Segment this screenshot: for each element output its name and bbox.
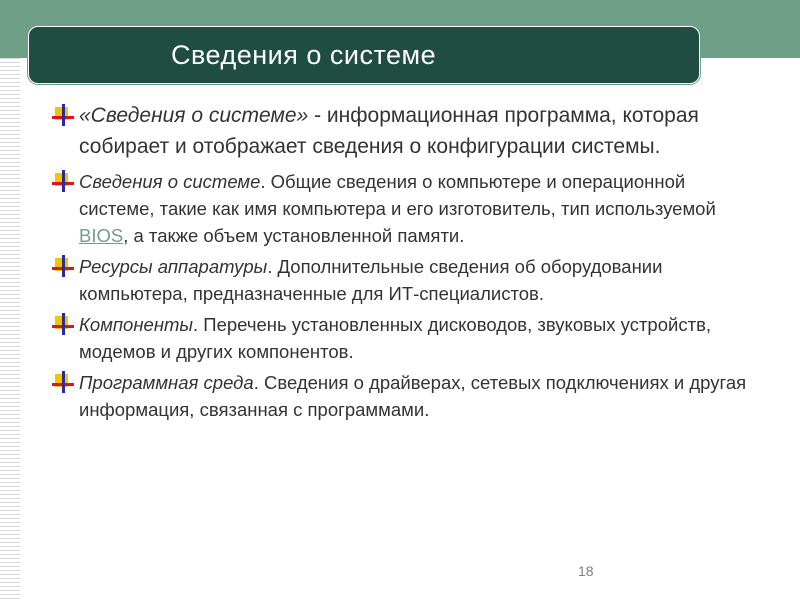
bullet-term: «Сведения о системе»: [79, 104, 309, 127]
bullet-text: . Общие сведения о компьютере и операционной системе, такие как имя компьютера и его изготовитель, тип используемой: [79, 171, 716, 219]
cross-bullet-icon: [52, 104, 74, 126]
bullet-item-5: [52, 369, 752, 423]
bullet-text: . Сведения о драйверах, сетевых подключениях и другая информация, связанная с программами.: [79, 372, 747, 420]
cross-bullet-icon: [52, 371, 74, 393]
bullet-text: - информационная программа, которая собирает и отображает сведения о конфигурации системы.: [79, 104, 699, 158]
page-number: 18: [578, 563, 594, 579]
slide-title: Сведения о системе: [171, 39, 437, 70]
left-decor-stripes: [0, 58, 20, 600]
bios-link[interactable]: BIOS: [79, 225, 124, 246]
bullet-term: Ресурсы аппаратуры: [79, 256, 268, 277]
bullet-text: . Дополнительные сведения об оборудовании компьютера, предназначенные для ИТ-специалистов.: [79, 256, 663, 304]
bullet-list: [52, 100, 752, 427]
cross-bullet-icon: [52, 255, 74, 277]
bullet-term: Компоненты: [79, 314, 194, 335]
title-bar: [28, 26, 700, 84]
bullet-term: Программная среда: [79, 372, 254, 393]
bullet-text-after: , а также объем установленной памяти.: [123, 225, 465, 246]
bullet-term: Сведения о системе: [79, 171, 261, 192]
bullet-item-2: [52, 168, 752, 249]
bullet-text: . Перечень установленных дисководов, звуковых устройств, модемов и других компонентов.: [79, 314, 712, 362]
bullet-item-4: [52, 311, 752, 365]
bullet-item-3: [52, 253, 752, 307]
cross-bullet-icon: [52, 313, 74, 335]
bullet-item-1: [52, 100, 752, 162]
cross-bullet-icon: [52, 170, 74, 192]
